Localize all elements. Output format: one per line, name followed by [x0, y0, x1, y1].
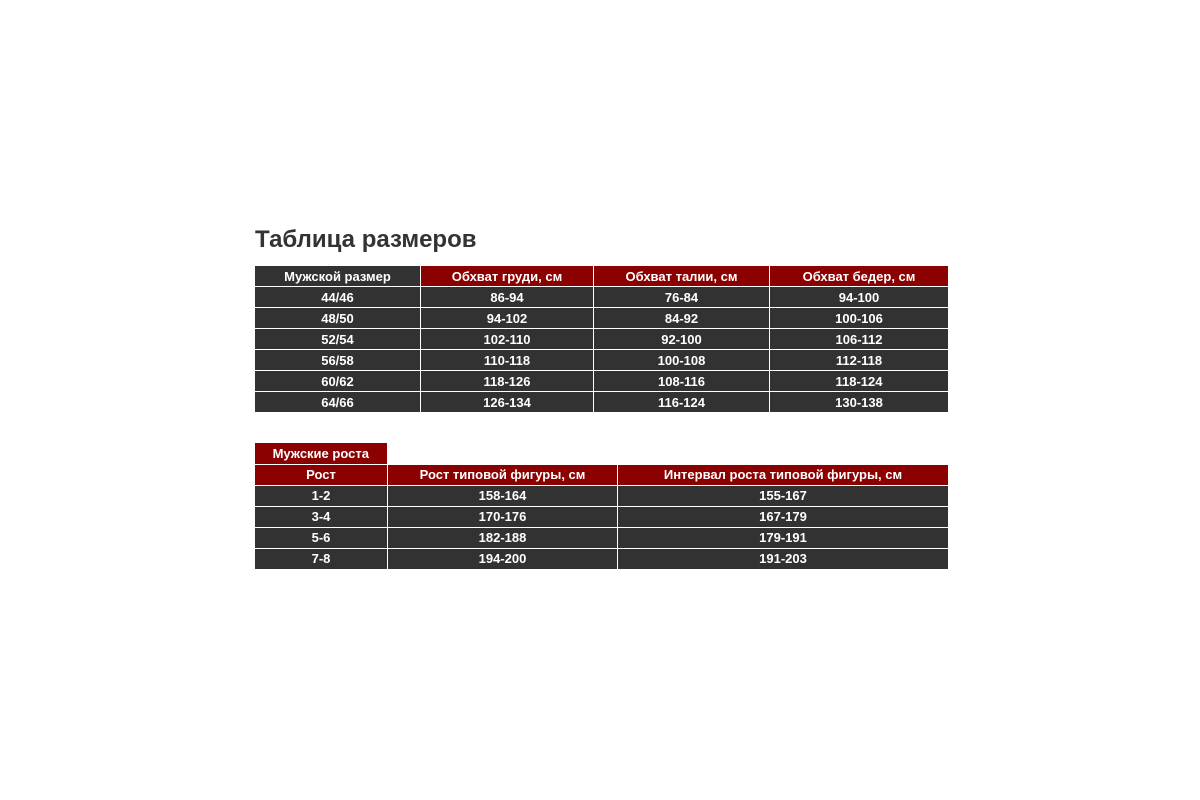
cell-height-interval: 167-179: [618, 506, 949, 527]
cell-size: 44/46: [255, 287, 421, 308]
heights-header-row: [255, 464, 949, 485]
cell-height-interval: 191-203: [618, 548, 949, 569]
header-hips: Обхват бедер, см: [770, 266, 949, 287]
table-row: [255, 308, 949, 329]
cell-waist: 100-108: [594, 350, 770, 371]
page-title: Таблица размеров: [255, 226, 477, 253]
cell-waist: 92-100: [594, 329, 770, 350]
header-chest: Обхват груди, см: [421, 266, 594, 287]
cell-chest: 102-110: [421, 329, 594, 350]
cell-height: 3-4: [255, 506, 388, 527]
cell-waist: 84-92: [594, 308, 770, 329]
header-height: Рост: [255, 464, 388, 485]
cell-typical-height: 194-200: [388, 548, 618, 569]
sizes-table: [254, 265, 949, 413]
sizes-header-row: [255, 266, 949, 287]
table-row: [255, 329, 949, 350]
table-row: [255, 506, 949, 527]
table-row: [255, 485, 949, 506]
cell-hips: 106-112: [770, 329, 949, 350]
heights-table: [254, 443, 949, 570]
table-row: [255, 548, 949, 569]
cell-typical-height: 182-188: [388, 527, 618, 548]
cell-waist: 116-124: [594, 392, 770, 413]
cell-typical-height: 170-176: [388, 506, 618, 527]
cell-hips: 112-118: [770, 350, 949, 371]
heights-caption: Мужские роста: [255, 443, 388, 464]
cell-chest: 94-102: [421, 308, 594, 329]
header-mens-size: Мужской размер: [255, 266, 421, 287]
header-height-interval: Интервал роста типовой фигуры, см: [618, 464, 949, 485]
cell-height: 1-2: [255, 485, 388, 506]
cell-height-interval: 155-167: [618, 485, 949, 506]
cell-chest: 126-134: [421, 392, 594, 413]
table-row: [255, 350, 949, 371]
cell-hips: 100-106: [770, 308, 949, 329]
cell-height-interval: 179-191: [618, 527, 949, 548]
cell-size: 64/66: [255, 392, 421, 413]
cell-chest: 118-126: [421, 371, 594, 392]
table-row: [255, 527, 949, 548]
cell-waist: 76-84: [594, 287, 770, 308]
cell-chest: 86-94: [421, 287, 594, 308]
header-typical-height: Рост типовой фигуры, см: [388, 464, 618, 485]
cell-hips: 118-124: [770, 371, 949, 392]
table-row: [255, 392, 949, 413]
cell-height: 7-8: [255, 548, 388, 569]
cell-chest: 110-118: [421, 350, 594, 371]
cell-typical-height: 158-164: [388, 485, 618, 506]
cell-size: 56/58: [255, 350, 421, 371]
cell-size: 52/54: [255, 329, 421, 350]
cell-hips: 130-138: [770, 392, 949, 413]
cell-size: 60/62: [255, 371, 421, 392]
cell-hips: 94-100: [770, 287, 949, 308]
header-waist: Обхват талии, см: [594, 266, 770, 287]
cell-height: 5-6: [255, 527, 388, 548]
table-row: [255, 287, 949, 308]
cell-waist: 108-116: [594, 371, 770, 392]
cell-size: 48/50: [255, 308, 421, 329]
heights-caption-row: [255, 443, 949, 464]
table-row: [255, 371, 949, 392]
